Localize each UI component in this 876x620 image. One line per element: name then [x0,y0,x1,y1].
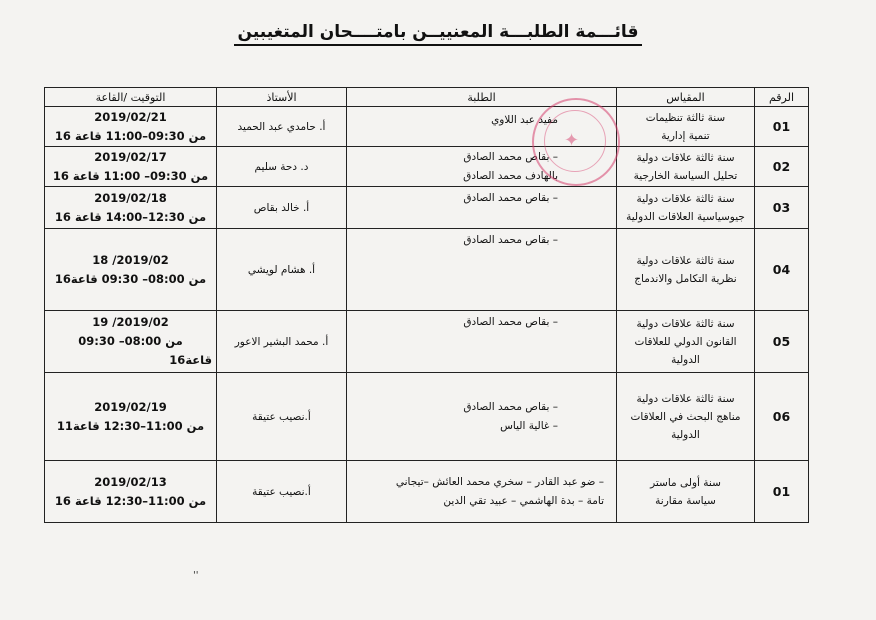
timing-cell [45,461,217,523]
module-cell [617,461,755,523]
module-line: سنة ثالثة علاقات دولية [636,317,735,330]
exam-date: 2019/02/18 [94,190,167,205]
row-number: 03 [755,187,809,229]
row-number: 04 [755,229,809,311]
exam-date: 2019/02/ 18 [92,252,169,267]
students-cell [347,373,617,461]
timing-cell [45,147,217,187]
module-cell [617,147,755,187]
table-row [45,373,809,461]
professor-cell: أ.نصيب عتيقة [217,461,347,523]
professor-cell: أ. حامدي عبد الحميد [217,107,347,147]
timing-cell [45,373,217,461]
page-title: قائـــمة الطلبـــة المعنييــن بامتــــحان المتغيبين [0,22,876,42]
module-line: سنة ثالثة علاقات دولية [636,151,735,164]
timing-cell [45,229,217,311]
student-name: – بقاص محمد الصادق [463,150,558,163]
row-number: 05 [755,311,809,373]
table-header-row [45,88,809,107]
student-name: – بقاص محمد الصادق [463,316,558,328]
exam-time: من 09:30–11:00 قاعة 16 [54,128,207,143]
table-row [45,107,809,147]
header-module: المقياس [617,88,755,107]
module-line: مناهج البحث في العلاقات الدولية [630,410,741,441]
professor-cell: أ.نصيب عتيقة [217,373,347,461]
student-name: – ضو عبد القادر – سخري محمد العائش –تيجاني [395,475,604,488]
star-icon: ✦ [564,130,580,151]
module-line: سنة أولى ماستر [650,476,721,489]
exam-date: 2019/02/ 19 [92,315,169,329]
module-line: سنة ثالثة علاقات دولية [636,254,735,267]
module-cell [617,311,755,373]
exam-date: 2019/02/17 [94,149,167,164]
module-line: سياسة مقارنة [655,494,716,507]
students-cell [347,187,617,229]
professor-cell: د. دحة سليم [217,147,347,187]
exam-room: قاعة16 [169,353,212,367]
exam-time: من 11:00–12:30 قاعة11 [56,418,205,433]
row-number: 01 [755,107,809,147]
exam-table [44,87,809,523]
table-row [45,461,809,523]
module-cell [617,107,755,147]
table-row [45,311,809,373]
row-number: 01 [755,461,809,523]
exam-date: 2019/02/21 [94,109,167,124]
students-cell [347,461,617,523]
module-line: تحليل السياسة الخارجية [633,169,738,182]
module-line: القانون الدولي للعلاقات الدولية [634,335,737,366]
footer-mark: '' [193,570,199,581]
timing-cell [45,311,217,373]
student-name: – بقاص محمد الصادق [463,192,558,204]
module-cell [617,373,755,461]
module-line: نظرية التكامل والاندماج [634,272,737,285]
table-row [45,187,809,229]
module-line: سنة ثالثة علاقات دولية [636,392,735,405]
module-line: تنمية إدارية [661,129,710,142]
students-cell [347,147,617,187]
timing-cell [45,107,217,147]
module-cell [617,187,755,229]
student-name: مفيد عبد اللاوي [491,114,558,126]
exam-time: من 08:00– 09:30 قاعة16 [54,271,207,286]
timing-cell [45,187,217,229]
exam-time: من 12:30–14:00 قاعة 16 [54,209,207,224]
professor-cell: أ. خالد بقاص [217,187,347,229]
students-cell [347,107,617,147]
header-timing: التوقيت /القاعة [45,88,217,107]
module-line: سنة ثالثة علاقات دولية [636,192,735,205]
header-number: الرقم [755,88,809,107]
student-name: – بقاص محمد الصادق [463,400,558,413]
student-name: تامة – بدة الهاشمي – عبيد تقي الدين [443,494,604,507]
student-name: – بقاص محمد الصادق [463,234,558,246]
module-cell [617,229,755,311]
exam-time: من 09:30– 11:00 قاعة 16 [52,168,209,183]
students-cell [347,229,617,311]
header-professor: الأستاذ [217,88,347,107]
header-students: الطلبة [347,88,617,107]
professor-cell: أ. هشام لويشي [217,229,347,311]
exam-time: من 11:00–12:30 قاعة 16 [54,493,207,508]
exam-time: من 08:00– 09:30 [78,334,183,348]
module-line: سنة ثالثة تنظيمات [645,111,726,124]
students-cell [347,311,617,373]
exam-date: 2019/02/13 [94,474,167,489]
professor-cell: أ. محمد البشير الاعور [217,311,347,373]
table-row [45,147,809,187]
student-name: بالهادف محمد الصادق [463,169,558,182]
row-number: 06 [755,373,809,461]
table-row [45,229,809,311]
module-line: جيوسياسية العلاقات الدولية [626,210,745,223]
student-name: – غالية الياس [500,419,558,432]
exam-date: 2019/02/19 [94,399,167,414]
row-number: 02 [755,147,809,187]
